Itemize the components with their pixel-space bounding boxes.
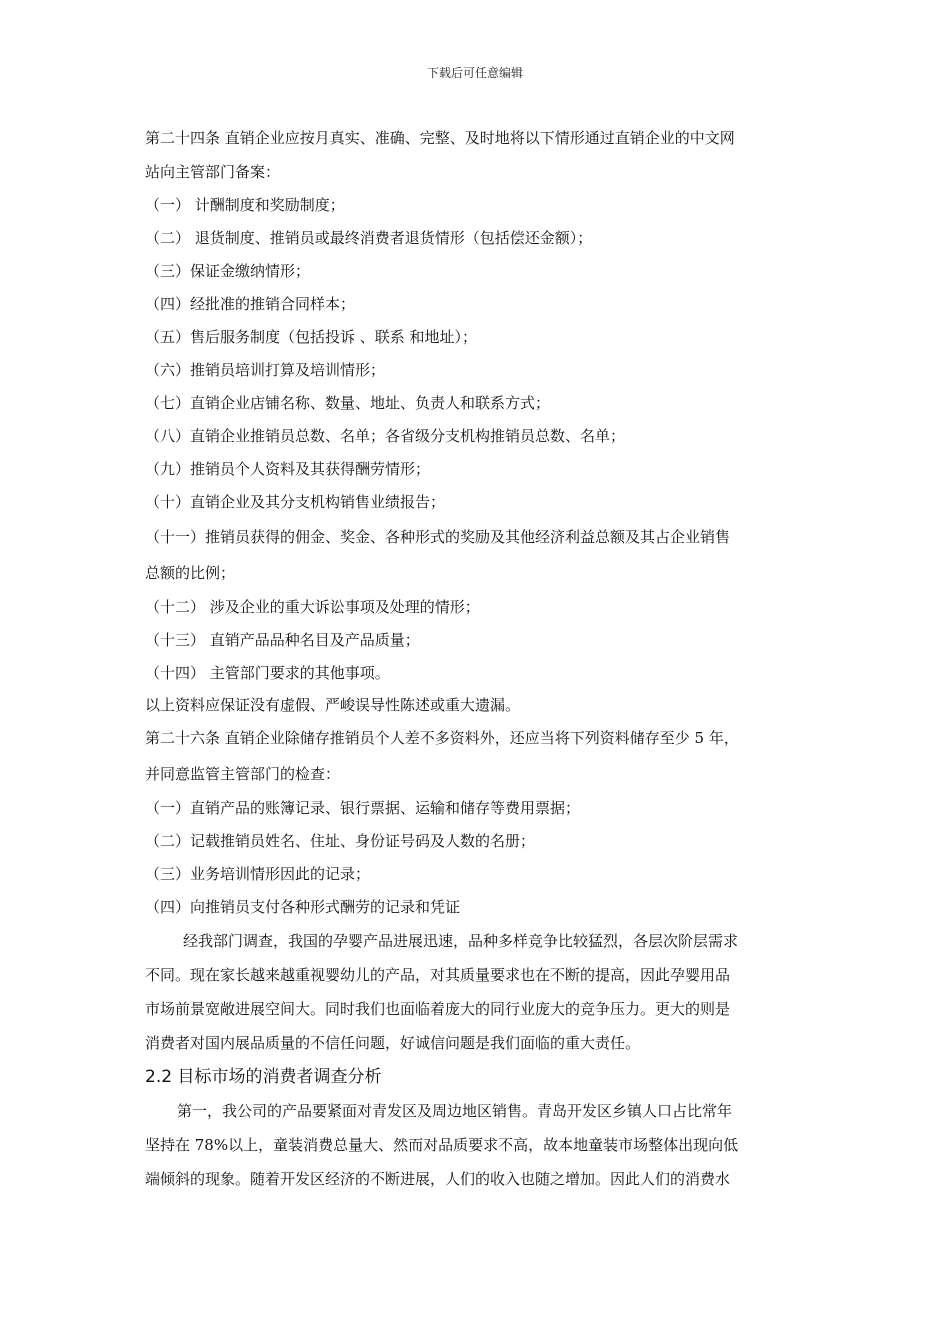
- list-item: （十）直销企业及其分支机构销售业绩报告；: [145, 493, 446, 511]
- list-item: （四）经批准的推销合同样本；: [145, 295, 356, 313]
- section-heading: 2.2 目标市场的消费者调查分析: [145, 1067, 382, 1087]
- list-item: （三）保证金缴纳情形；: [145, 262, 311, 280]
- article-26-line-2: 并同意监管主管部门的检查：: [145, 765, 341, 783]
- list-item: （六）推销员培训打算及培训情形；: [145, 361, 386, 379]
- article-24-line-2: 站向主管部门备案：: [145, 163, 281, 181]
- list-item-11-line-1: （十一）推销员获得的佣金、奖金、各种形式的奖励及其他经济利益总额及其占企业销售: [145, 528, 731, 546]
- survey-paragraph-line-1: 经我部门调查，我国的孕婴产品进展迅速，品种多样竞争比较猛烈，各层次阶层需求: [183, 932, 739, 950]
- section-2-2-line-1: 第一，我公司的产品要紧面对青发区及周边地区销售。青岛开发区乡镇人口占比常年: [177, 1102, 733, 1120]
- list-item: （十二） 涉及企业的重大诉讼事项及处理的情形；: [145, 598, 480, 616]
- list-item: （二）记载推销员姓名、住址、身份证号码及人数的名册；: [145, 832, 536, 850]
- list-item: （四）向推销员支付各种形式酬劳的记录和凭证: [145, 898, 461, 916]
- list-item: （五）售后服务制度（包括投诉 、联系 和地址）；: [145, 328, 478, 346]
- section-2-2-line-3: 端倾斜的现象。随着开发区经济的不断进展，人们的收入也随之增加。因此人们的消费水: [145, 1170, 731, 1188]
- survey-paragraph-line-4: 消费者对国内展品质量的不信任问题，好诚信问题是我们面临的重大责任。: [145, 1034, 641, 1052]
- article-24-line-1: 第二十四条 直销企业应按月真实、准确、完整、及时地将以下情形通过直销企业的中文网: [145, 129, 735, 147]
- list-item: （十四） 主管部门要求的其他事项。: [145, 664, 390, 682]
- article-26-line-1: 第二十六条 直销企业除储存推销员个人差不多资料外，还应当将下列资料储存至少 5 年，: [145, 729, 739, 747]
- list-item: （一） 计酬制度和奖励制度；: [145, 196, 345, 214]
- document-body: [145, 121, 810, 1196]
- list-item: （八）直销企业推销员总数、名单；各省级分支机构推销员总数、名单；: [145, 427, 626, 445]
- survey-paragraph-line-3: 市场前景宽敞进展空间大。同时我们也面临着庞大的同行业庞大的竞争压力。更大的则是: [145, 1000, 731, 1018]
- page-header: 下载后可任意编辑: [426, 66, 523, 80]
- list-item: （三）业务培训情形因此的记录；: [145, 865, 371, 883]
- list-item-11-line-2: 总额的比例；: [145, 564, 236, 582]
- list-item: （一）直销产品的账簿记录、银行票据、运输和储存等费用票据；: [145, 799, 581, 817]
- list-item: （二） 退货制度、推销员或最终消费者退货情形（包括偿还金额）；: [145, 229, 593, 247]
- section-2-2-line-2: 坚持在 78%以上，童装消费总量大、然而对品质要求不高，故本地童装市场整体出现向低: [145, 1136, 739, 1154]
- article-24-closing: 以上资料应保证没有虚假、严峻误导性陈述或重大遗漏。: [145, 696, 521, 714]
- list-item: （九）推销员个人资料及其获得酬劳情形；: [145, 460, 431, 478]
- survey-paragraph-line-2: 不同。现在家长越来越重视婴幼儿的产品，对其质量要求也在不断的提高，因此孕婴用品: [145, 966, 731, 984]
- list-item: （十三） 直销产品品种名目及产品质量；: [145, 631, 420, 649]
- list-item: （七）直销企业店铺名称、数量、地址、负责人和联系方式；: [145, 394, 551, 412]
